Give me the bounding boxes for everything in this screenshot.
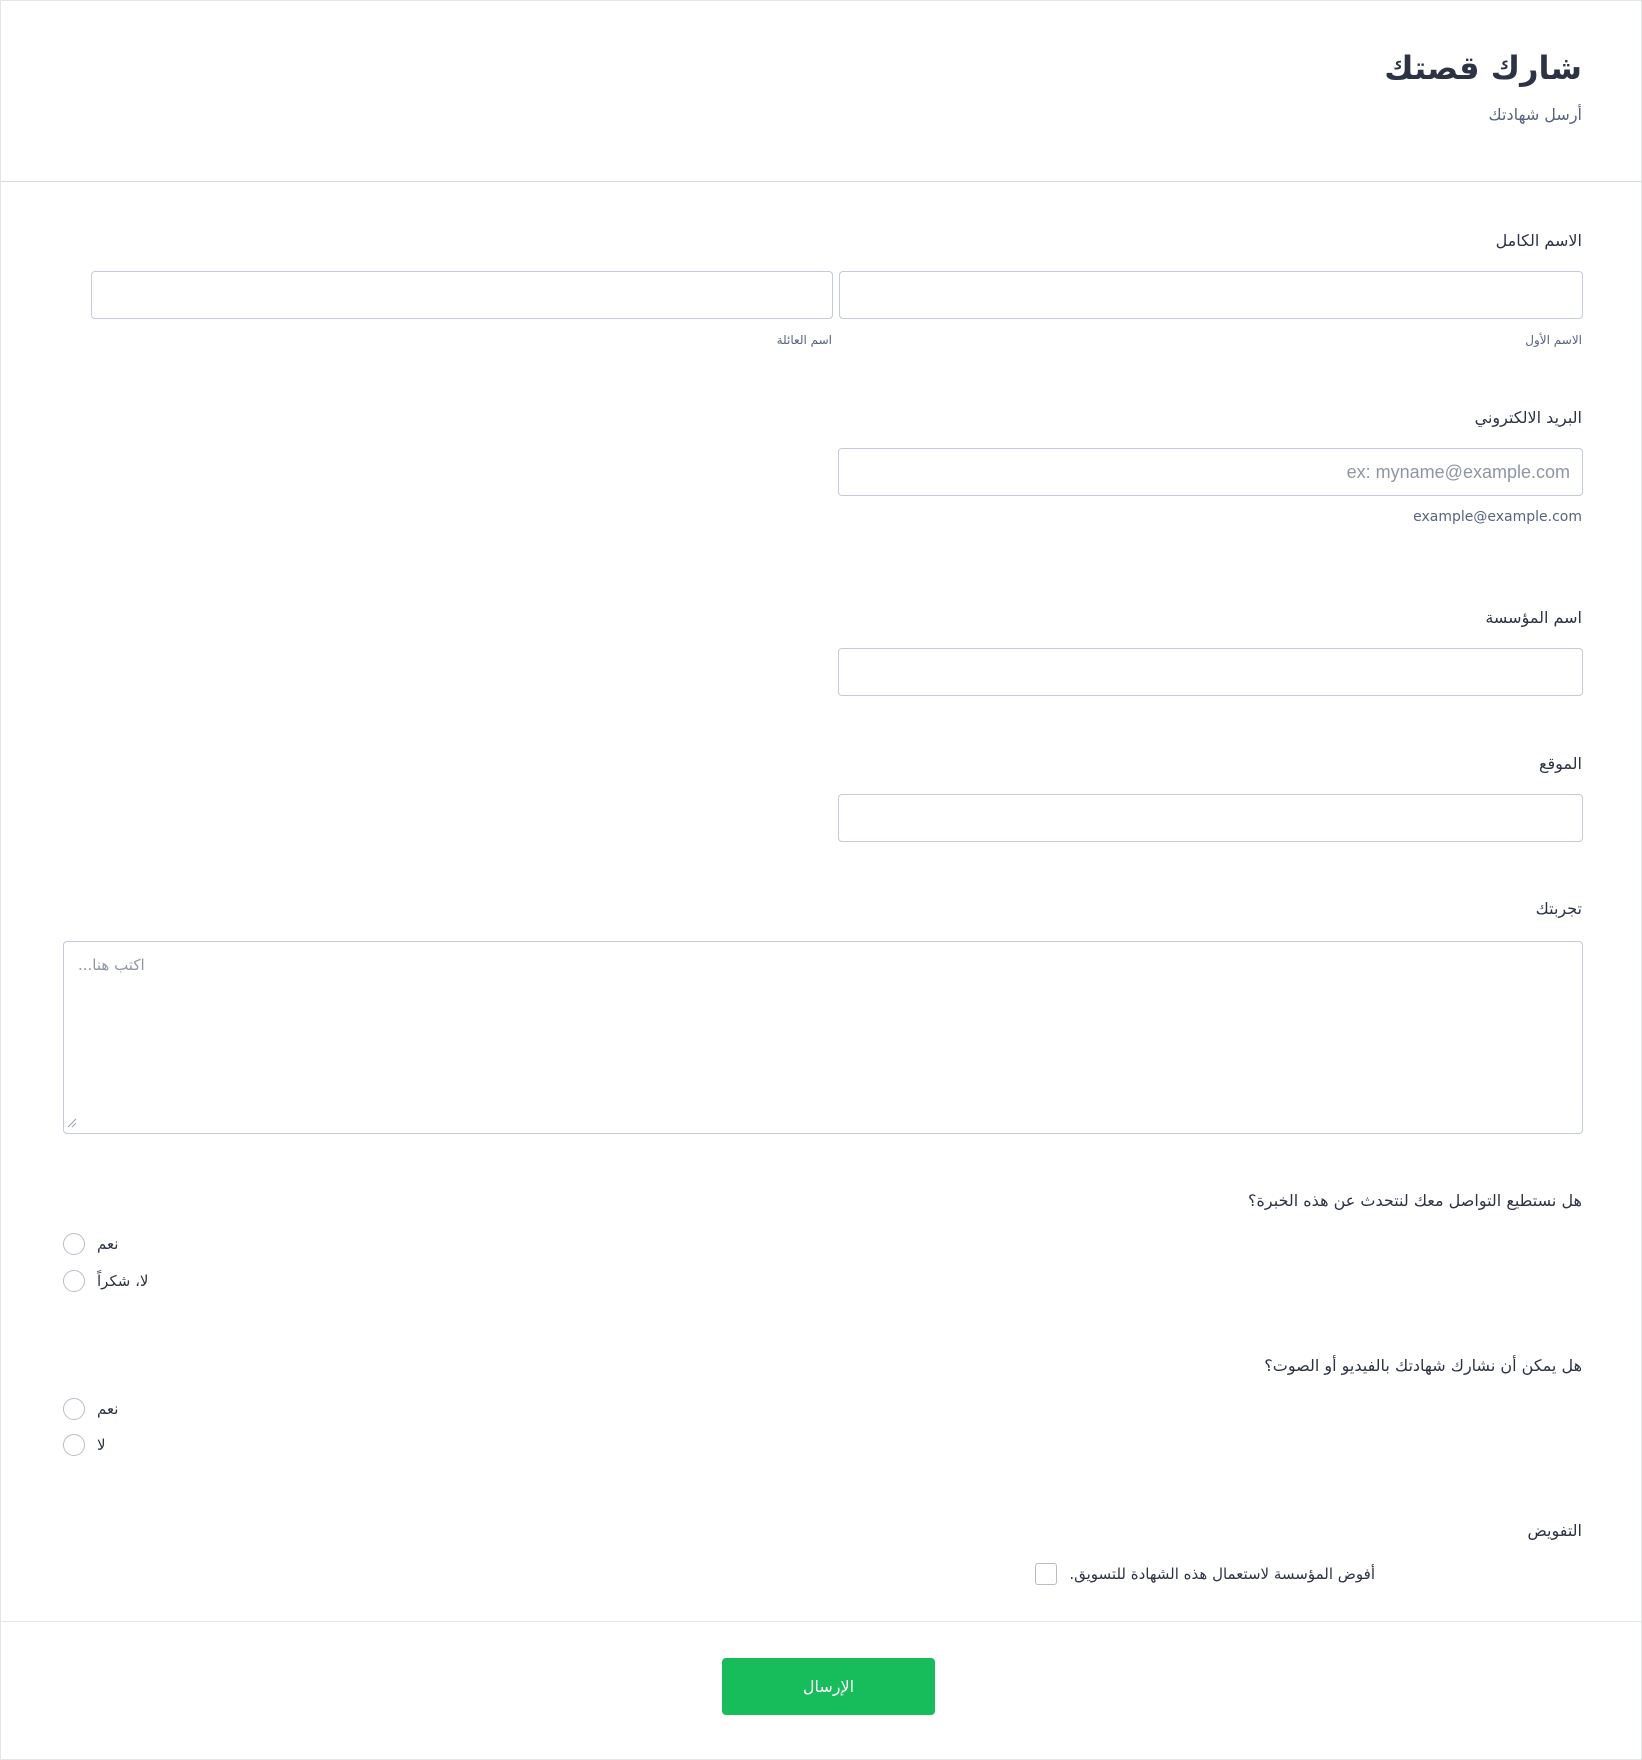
media-option-no[interactable] [63,1433,106,1457]
email-label: البريد الالكتروني [1474,408,1582,427]
full-name-label: الاسم الكامل [1495,231,1582,250]
organization-input[interactable] [838,648,1583,696]
contact-option-no[interactable] [63,1269,148,1293]
first-name-sublabel: الاسم الأول [1525,333,1582,347]
resize-handle-icon[interactable] [67,1118,77,1128]
website-label: الموقع [1539,754,1582,773]
website-input[interactable] [838,794,1583,842]
authorization-checkbox-row[interactable] [1035,1563,1375,1585]
radio-label: لا [97,1436,106,1454]
radio-button[interactable] [63,1434,85,1456]
form-title: شارك قصتك [1384,49,1582,87]
contact-question-label: هل نستطيع التواصل معك لنتحدث عن هذه الخبرة؟ [1248,1191,1582,1210]
first-name-input[interactable] [839,271,1583,319]
authorization-checkbox-label: أفوض المؤسسة لاستعمال هذه الشهادة للتسويق. [1069,1565,1375,1583]
radio-button[interactable] [63,1398,85,1420]
email-hint: example@example.com [1413,509,1582,525]
experience-textarea[interactable] [63,941,1583,1134]
experience-label: تجربتك [1535,899,1582,918]
authorization-label: التفويض [1527,1521,1582,1540]
media-question-label: هل يمكن أن نشارك شهادتك بالفيديو أو الصوت؟ [1264,1356,1582,1375]
radio-label: نعم [97,1235,119,1253]
radio-button[interactable] [63,1270,85,1292]
contact-option-yes[interactable] [63,1232,118,1256]
organization-label: اسم المؤسسة [1485,608,1582,627]
footer-divider [1,1621,1641,1622]
radio-label: نعم [97,1400,119,1418]
authorization-checkbox[interactable] [1035,1563,1057,1585]
media-option-yes[interactable] [63,1397,118,1421]
form-header [1,1,1641,182]
radio-label: لا، شكراً [97,1272,149,1290]
form-subtitle: أرسل شهادتك [1488,105,1582,124]
last-name-sublabel: اسم العائلة [776,333,832,347]
radio-button[interactable] [63,1233,85,1255]
email-input[interactable] [838,448,1583,496]
last-name-input[interactable] [91,271,833,319]
submit-button[interactable]: الإرسال [722,1658,935,1715]
